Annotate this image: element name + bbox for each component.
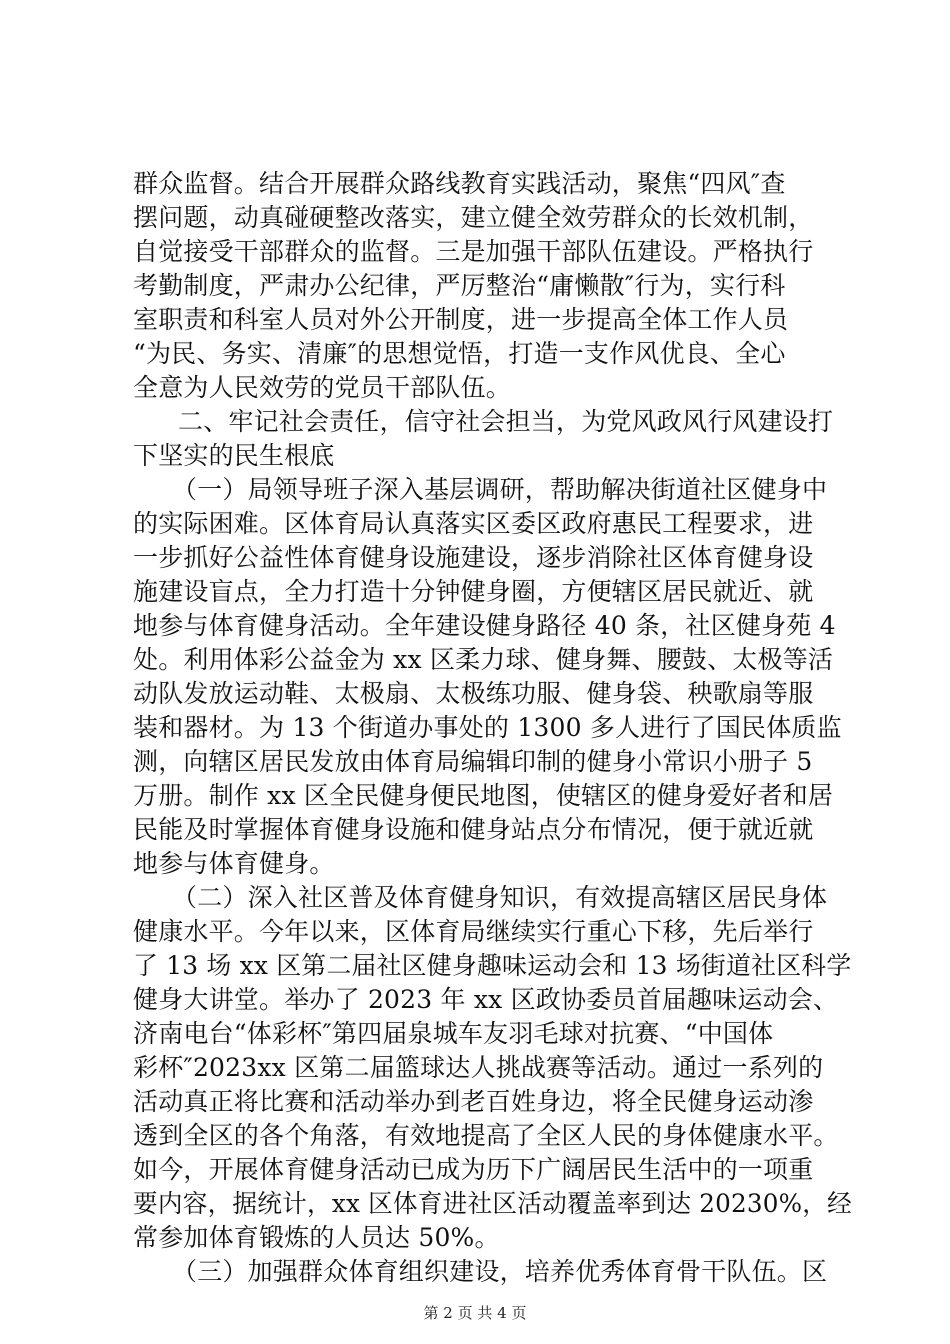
text-line: 要内容，据统计，xx 区体育进社区活动覆盖率到达 20230%，经 [133,1189,852,1218]
text-line: 室职责和科室人员对外公开制度，进一步提高全体工作人员 [133,305,789,334]
text-line: 万册。制作 xx 区全民健身便民地图，使辖区的健身爱好者和居 [133,781,834,810]
text-line: 自觉接受干部群众的监督。三是加强干部队伍建设。严格执行 [133,237,814,266]
text-line: 济南电台“体彩杯″第四届泉城车友羽毛球对抗赛、“中国体 [133,1019,774,1048]
text-line: 如今，开展体育健身活动已成为历下广阔居民生活中的一项重 [133,1155,814,1184]
text-line: 彩杯″2023xx 区第二届篮球达人挑战赛等活动。通过一系列的 [133,1053,824,1082]
text-line: 健康水平。今年以来，区体育局继续实行重心下移，先后举行 [133,917,814,946]
text-line: 动队发放运动鞋、太极扇、太极练功服、健身袋、秧歌扇等服 [133,679,814,708]
page-number-footer: 第 2 页 共 4 页 [423,1304,527,1322]
text-line: 地参与体育健身。 [133,849,335,878]
text-line: 摆问题，动真碰硬整改落实，建立健全效劳群众的长效机制， [133,203,814,232]
text-line: 常参加体育锻炼的人员达 50%。 [133,1223,500,1252]
text-line: 群众监督。结合开展群众路线教育实践活动，聚焦“四风″查 [133,169,786,198]
text-line: 考勤制度，严肃办公纪律，严厉整治“庸懒散″行为，实行科 [133,271,786,300]
text-line: 一步抓好公益性体育健身设施建设，逐步消除社区体育健身设 [133,543,814,572]
text-line: （三）加强群众体育组织建设，培养优秀体育骨干队伍。区 [172,1257,828,1286]
text-line: 透到全区的各个角落，有效地提高了全区人民的身体健康水平。 [133,1121,839,1150]
text-line: 测，向辖区居民发放由体育局编辑印制的健身小常识小册子 5 [133,747,813,776]
text-line: 民能及时掌握体育健身设施和健身站点分布情况，便于就近就 [133,815,814,844]
text-line: （二）深入社区普及体育健身知识，有效提高辖区居民身体 [172,883,828,912]
text-line: 施建设盲点，全力打造十分钟健身圈，方便辖区居民就近、就 [133,577,814,606]
section-heading: 二、牢记社会责任，信守社会担当，为党风政风行风建设打 [178,407,834,436]
text-line: 的实际困难。区体育局认真落实区委区政府惠民工程要求，进 [133,509,814,538]
text-line: 活动真正将比赛和活动举办到老百姓身边，将全民健身运动渗 [133,1087,814,1116]
text-line: 处。利用体彩公益金为 xx 区柔力球、健身舞、腰鼓、太极等活 [133,645,834,674]
section-heading: 下坚实的民生根底 [133,441,335,470]
text-line: 健身大讲堂。举办了 2023 年 xx 区政协委员首届趣味运动会、 [133,985,839,1014]
text-line: 全意为人民效劳的党员干部队伍。 [133,373,512,402]
text-line: “为民、务实、清廉″的思想觉悟，打造一支作风优良、全心 [133,339,786,368]
text-line: 装和器材。为 13 个街道办事处的 1300 多人进行了国民体质监 [133,713,842,742]
text-line: （一）局领导班子深入基层调研，帮助解决街道社区健身中 [172,475,828,504]
text-line: 地参与体育健身活动。全年建设健身路径 40 条，社区健身苑 4 [133,611,836,640]
text-line: 了 13 场 xx 区第二届社区健身趣味运动会和 13 场街道社区科学 [133,951,852,980]
